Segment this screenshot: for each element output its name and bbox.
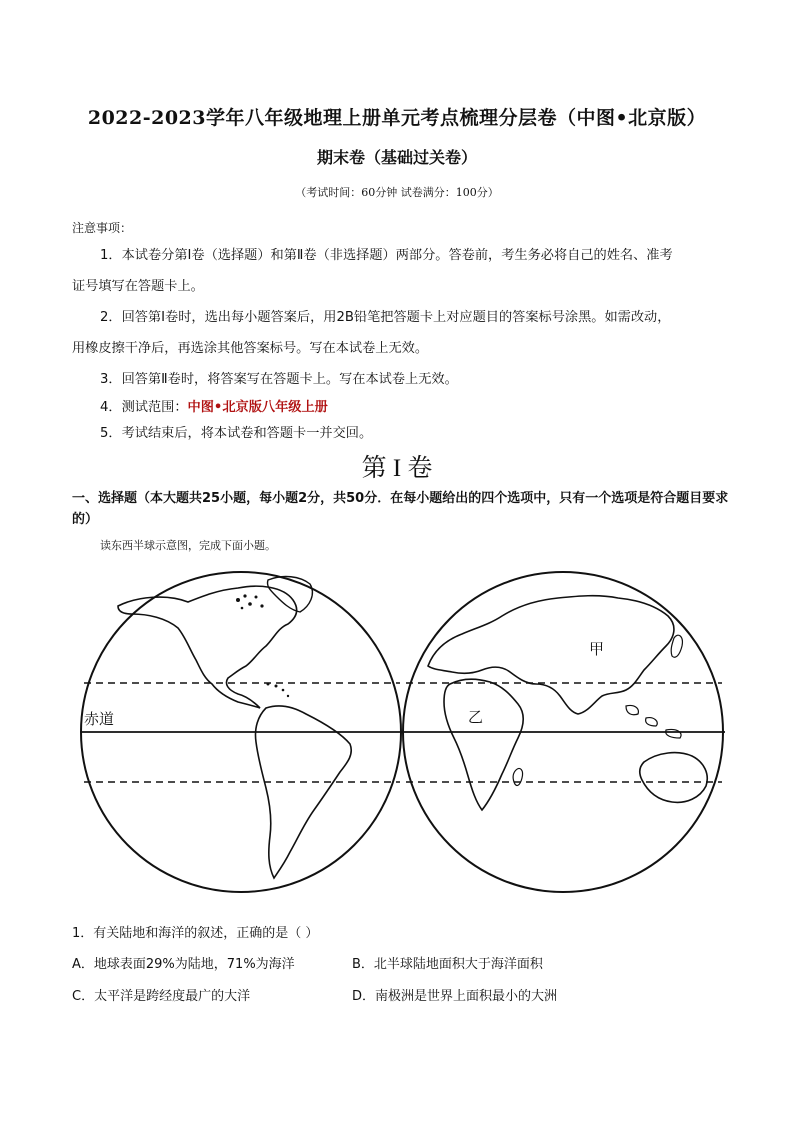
question-1-option-b: B．北半球陆地面积大于海洋面积 <box>352 957 543 972</box>
document-subtitle: 期末卷（基础过关卷） <box>316 148 477 167</box>
part-1-title: 第 I 卷 <box>361 455 433 482</box>
section-heading: 一、选择题（本大题共25小题，每小题2分，共50分．在每小题给出的四个选项中，只有一个选项是符合题目要求的） <box>72 491 729 527</box>
exam-info: （考试时间：60分钟 试卷满分：100分） <box>295 186 499 199</box>
label-jia: 甲 <box>589 640 605 658</box>
note-item-1-line-1: 1．本试卷分第Ⅰ卷（选择题）和第Ⅱ卷（非选择题）两部分。答卷前，考生务必将自己的姓名、准考 <box>100 248 673 263</box>
note-item-2-line-2: 用橡皮擦干净后，再选涂其他答案标号。写在本试卷上无效。 <box>72 341 429 356</box>
question-1-stem: 1．有关陆地和海洋的叙述，正确的是（ ） <box>72 926 319 941</box>
label-yi: 乙 <box>468 708 484 726</box>
hemisphere-map <box>78 566 728 911</box>
note-item-5: 5．考试结束后，将本试卷和答题卡一并交回。 <box>100 426 373 441</box>
note-item-2-line-1: 2．回答第Ⅰ卷时，选出每小题答案后，用2B铅笔把答题卡上对应题目的答案标号涂黑。如需改动， <box>100 310 671 325</box>
note-item-3: 3．回答第Ⅱ卷时，将答案写在答题卡上。写在本试卷上无效。 <box>100 372 458 387</box>
note-item-1-line-2: 证号填写在答题卡上。 <box>72 279 204 294</box>
map-instruction: 读东西半球示意图，完成下面小题。 <box>100 539 276 552</box>
test-scope: 中图•北京版八年级上册 <box>187 400 328 415</box>
notes-heading: 注意事项： <box>72 221 133 235</box>
question-1-option-c: C．太平洋是跨经度最广的大洋 <box>72 989 251 1004</box>
note-item-4-prefix: 4．测试范围： <box>100 400 188 415</box>
equator-label: 赤道 <box>84 710 115 728</box>
question-1-option-a: A．地球表面29%为陆地，71%为海洋 <box>72 957 295 972</box>
question-1-option-d: D．南极洲是世界上面积最小的大洲 <box>352 989 558 1004</box>
document-title: 2022-2023学年八年级地理上册单元考点梳理分层卷（中图•北京版） <box>87 107 707 129</box>
